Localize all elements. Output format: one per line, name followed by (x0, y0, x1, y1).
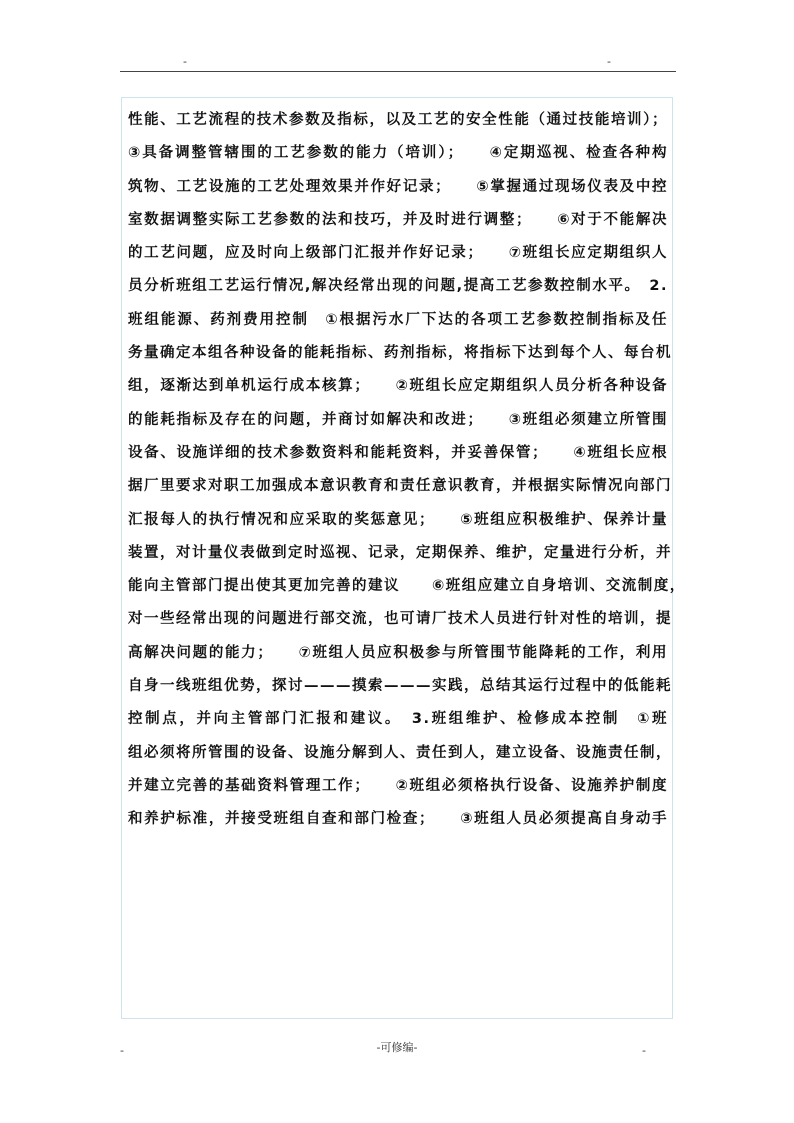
body-paragraph (128, 104, 686, 837)
footer-left-mark: - (120, 1044, 124, 1057)
body-line: 务量确定本组各种设备的能耗指标、药剂指标，将指标下达到每个人、每台机 (128, 345, 672, 362)
body-line: 高解决问题的能力； ⑦班组人员应积极参与所管围节能降耗的工作，利用 (128, 644, 668, 661)
body-line: 筑物、工艺设施的工艺处理效果并作好记录； ⑤掌握通过现场仪表及中控 (128, 178, 668, 195)
body-line: 和养护标准，并接受班组自查和部门检查； ③班组人员必须提高自身动手 (128, 811, 668, 828)
body-line: 装置，对计量仪表做到定时巡视、记录，定期保养、维护，定量进行分析，并 (128, 544, 672, 561)
footer-right-mark: - (642, 1044, 646, 1057)
body-line: 设备、设施详细的技术参数资料和能耗资料，并妥善保管； ④班组长应根 (128, 444, 668, 461)
body-line: 据厂里要求对职工加强成本意识教育和责任意识教育，并根据实际情况向部门 (128, 478, 672, 495)
header-rule (120, 71, 676, 72)
body-line: 自身一线班组优势，探讨———摸索———实践，总结其运行过程中的低能耗 (128, 678, 672, 695)
body-line: 班组能源、药剂费用控制 ①根据污水厂下达的各项工艺参数控制指标及任 (128, 311, 668, 328)
body-line: 控制点，并向主管部门汇报和建议。 3.班组维护、检修成本控制 ①班 (128, 711, 668, 728)
body-line: 的工艺问题，应及时向上级部门汇报并作好记录； ⑦班组长应定期组织人 (128, 245, 668, 262)
body-line: ③具备调整管辖围的工艺参数的能力（培训）； ④定期巡视、检查各种构 (128, 145, 668, 162)
body-line: 组，逐渐达到单机运行成本核算； ②班组长应定期组织人员分析各种设备 (128, 378, 668, 395)
body-line: 的能耗指标及存在的问题，并商讨如解决和改进； ③班组必须建立所管围 (128, 411, 668, 428)
body-line: 员分析班组工艺运行情况,解决经常出现的问题,提高工艺参数控制水平。 2. (128, 278, 668, 295)
header-left-mark: - (183, 55, 187, 68)
header-right-mark: - (607, 55, 611, 68)
body-line: 室数据调整实际工艺参数的法和技巧，并及时进行调整； ⑥对于不能解决 (128, 211, 668, 228)
body-line: 并建立完善的基础资料管理工作； ②班组必须格执行设备、设施养护制度 (128, 777, 668, 794)
body-line: 对一些经常出现的问题进行部交流，也可请厂技术人员进行针对性的培训，提 (128, 611, 672, 628)
footer-label: -可修编- (376, 1041, 418, 1054)
body-line: 能向主管部门提出使其更加完善的建议 ⑥班组应建立自身培训、交流制度， (128, 578, 686, 595)
body-line: 汇报每人的执行情况和应采取的奖惩意见； ⑤班组应积极维护、保养计量 (128, 511, 668, 528)
body-line: 性能、工艺流程的技术参数及指标，以及工艺的安全性能（通过技能培训）； (128, 112, 668, 128)
body-line: 组必须将所管围的设备、设施分解到人、责任到人，建立设备、设施责任制， (128, 744, 672, 761)
